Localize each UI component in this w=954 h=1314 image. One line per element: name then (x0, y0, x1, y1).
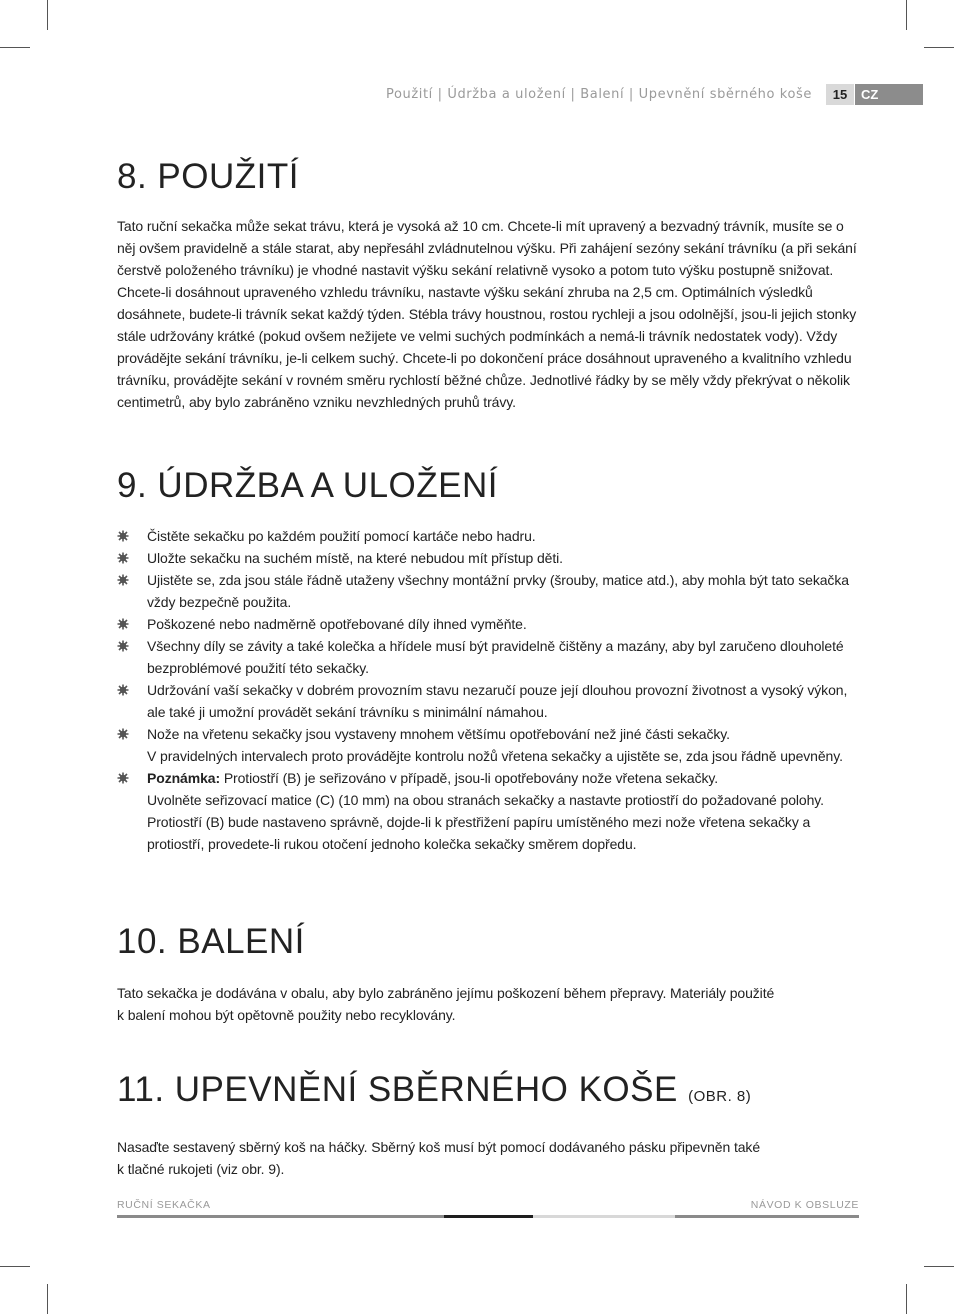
list-item (117, 679, 859, 723)
crop-mark (0, 47, 30, 48)
section-title-maintenance: 9. ÚDRŽBA A ULOŽENÍ (117, 466, 498, 505)
footer-bar-dark (444, 1215, 533, 1218)
list-item (117, 547, 859, 569)
bullet-icon (117, 618, 129, 630)
bullet-icon (117, 552, 129, 564)
list-item (117, 635, 859, 679)
list-item-text: Uložte sekačku na suchém místě, na které nebudou mít přístup děti. (147, 550, 563, 566)
crop-mark (924, 1266, 954, 1267)
section-usage (117, 157, 859, 413)
list-item-text: Ujistěte se, zda jsou stále řádně utaženy všechny montážní prvky (šrouby, matice atd.), aby mohla být tato sekačka vždy bezpečně použita. (147, 572, 849, 610)
page-number: 15 (826, 84, 854, 105)
maintenance-list (117, 525, 859, 855)
list-item-text: Poškozené nebo nadměrně opotřebované díly ihned vyměňte. (147, 616, 527, 632)
list-item-text: Čistěte sekačku po každém použití pomocí kartáče nebo hadru. (147, 528, 536, 544)
list-item-note (117, 767, 859, 855)
note-text: Protiostří (B) je seřizováno v případě, jsou-li opotřebovány nože vřetena sekačky. (223, 770, 719, 786)
bullet-icon (117, 574, 129, 586)
list-item-text: Nože na vřetenu sekačky jsou vystaveny mnohem většímu opotřebování než jiné části sekačky. (147, 726, 730, 742)
basket-paragraph (117, 1136, 859, 1180)
section-title-packaging: 10. BALENÍ (117, 922, 305, 961)
list-item (117, 613, 859, 635)
bullet-icon (117, 684, 129, 696)
crop-mark (47, 1284, 48, 1314)
packaging-line: k balení mohou být opětovně použity nebo recyklovány. (117, 1007, 456, 1023)
section-basket (117, 1070, 859, 1180)
basket-title-text: 11. UPEVNĚNÍ SBĚRNÉHO KOŠE (117, 1070, 678, 1109)
footer-bar-gray (117, 1215, 444, 1218)
crop-mark (906, 1284, 907, 1314)
section-packaging (117, 922, 859, 1026)
section-maintenance (117, 466, 859, 855)
crop-mark (924, 47, 954, 48)
bullet-icon (117, 530, 129, 542)
basket-line: Nasaďte sestavený sběrný koš na háčky. Sběrný koš musí být pomocí dodávaného pásku připevněn také (117, 1139, 761, 1155)
usage-paragraph: Tato ruční sekačka může sekat trávu, která je vysoká až 10 cm. Chcete-li mít upravený a bezvadný trávník, musíte se o něj ovšem pravidelně a stále starat, aby nepřesáhl zvládnutelnou výšku. Při zahájení sezóny sekání trávníku (a při sekání čerstvě položeného trávníku) je vhodné nastavit výšku sekání relativně vysoko a potom tuto výšku postupně snižovat. Chcete-li dosáhnout upraveného vzhledu trávníku, nastavte výšku sekání zhruba na 2,5 cm. Optimálních výsledků dosáhnete, budete-li trávník sekat každý týden. Stébla trávy houstnou, rostou rychleji a jsou odolnější, jsou-li jejich stonky stále udržovány krátké (pokud ovšem nežijete ve velmi suchých podmínkách a nemá-li trávník nedostatek vody). Vždy provádějte sekání trávníku, je-li celkem suchý. Chcete-li po dokončení práce dosáhnout upraveného a kvalitního vzhledu trávníku, provádějte sekání v rovném směru rychlostí běžné chůze. Jednotlivé řádky by se měly vždy překrývat o několik centimetrů, aby bylo zabráněno vzniku nevzhledných pruhů trávy. (117, 218, 857, 410)
bullet-icon (117, 640, 129, 652)
footer-manual-label: NÁVOD K OBSLUZE (750, 1199, 859, 1211)
footer-bar-gray (675, 1215, 859, 1218)
note-text: Uvolněte seřizovací matice (C) (10 mm) na obou stranách sekačky a nastavte protiostří do požadované polohy. Protiostří (B) bude nastaveno správně, dojde-li k přestřižení papíru umístěného mezi nože vřetena sekačky a protiostří, provedete-li rukou otočení jednoho kolečka sekačky směrem dopředu. (147, 792, 824, 852)
bullet-icon (117, 728, 129, 740)
crop-mark (0, 1266, 30, 1267)
note-label: Poznámka: (147, 770, 221, 786)
section-title-basket (117, 1070, 859, 1117)
basket-line: k tlačné rukojeti (viz obr. 9). (117, 1161, 285, 1177)
list-item-text: Všechny díly se závity a také kolečka a hřídele musí být pravidelně čištěny a mazány, aby byl zaručeno dlouholeté bezproblémové použití této sekačky. (147, 638, 844, 676)
bullet-icon (117, 772, 129, 784)
list-item (117, 569, 859, 613)
packaging-line: Tato sekačka je dodávána v obalu, aby bylo zabráněno jejímu poškození během přepravy. Materiály použité (117, 985, 775, 1001)
crop-mark (906, 0, 907, 30)
list-item (117, 525, 859, 547)
list-item-text: Udržování vaší sekačky v dobrém provozním stavu nezaručí pouze její dlouhou provozní životnost a vysoký výkon, ale také ji umožní provádět sekání trávníku s minimální námahou. (147, 682, 848, 720)
list-item-text: V pravidelných intervalech proto provádějte kontrolu nožů vřetena sekačky a ujistěte se, zda jsou řádně upevněny. (147, 748, 843, 764)
list-item (117, 723, 859, 767)
packaging-paragraph (117, 982, 859, 1026)
crop-mark (47, 0, 48, 30)
language-badge: CZ (855, 84, 923, 105)
section-title-usage: 8. POUŽITÍ (117, 157, 299, 196)
basket-title-suffix: (OBR. 8) (688, 1088, 752, 1105)
running-header: Použití | Údržba a uložení | Balení | Upevnění sběrného koše (385, 87, 812, 102)
footer-product-name: RUČNÍ SEKAČKA (117, 1199, 211, 1211)
footer-bar-light (533, 1215, 675, 1218)
